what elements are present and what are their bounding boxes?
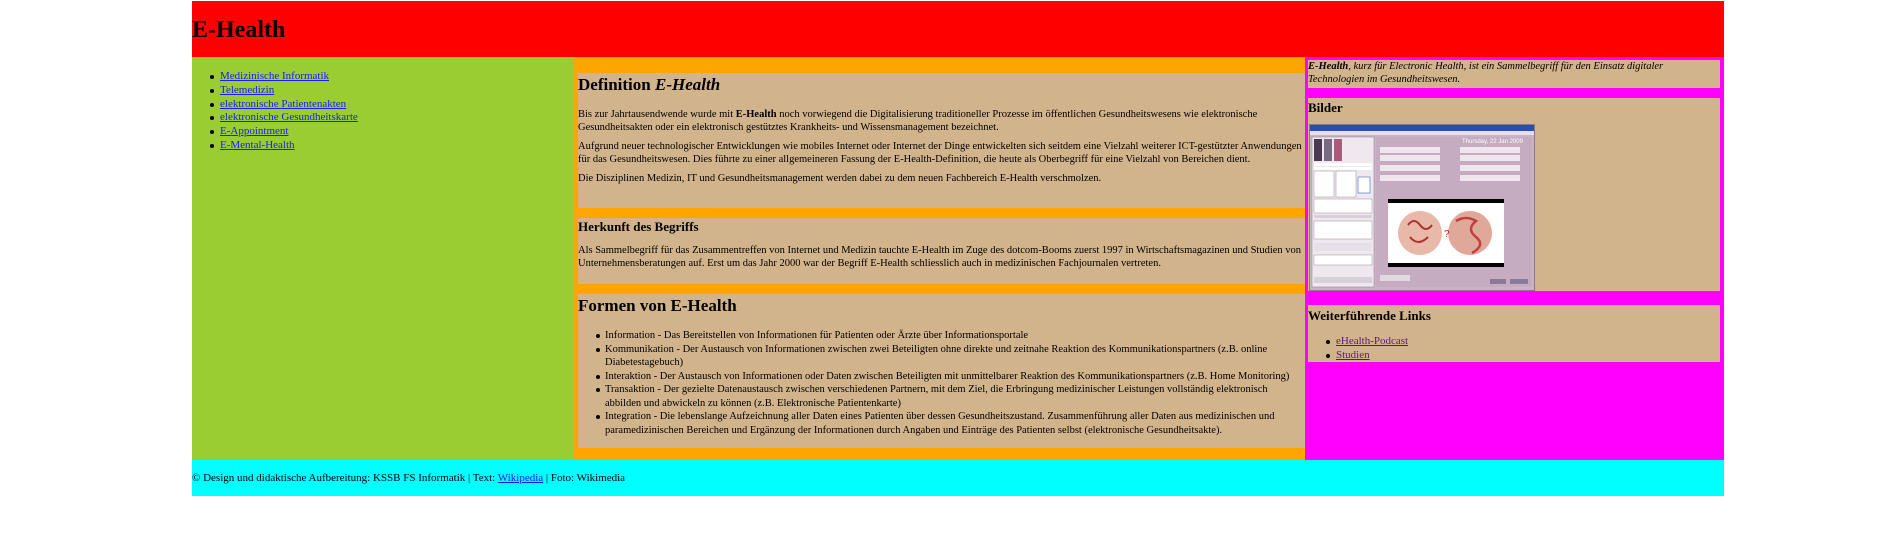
intro-box (1308, 60, 1720, 88)
navigation-list (210, 70, 358, 153)
definition-section (578, 73, 1305, 208)
definition-heading-prefix: Definition (578, 75, 655, 94)
definition-paragraph-2: Aufgrund neuer technologischer Entwicklungen wie mobiles Internet oder Internet der Dinge entwickelten sich seitdem eine Vielzahl weiterer ICT-gestützter Anwendungen für das Gesundheitswesen. Dies führte zu einer allgemeineren Fassung der E-Health-Definition, die heute als Oberbegriff für eine Vielzahl von Bereichen dient. (578, 141, 1302, 165)
nav-item-patientenakten (210, 98, 358, 112)
origin-paragraph: Als Sammelbegriff für das Zusammentreffen von Internet und Medizin tauchte E-Health im Zuge des dotcom-Booms zuerst 1997 in Wirtschaftsmagazinen und Studien von Unternehmensberatungen auf. Erst um das Jahr 2000 war der Begriff E-Health schliesslich auch in medizinischen Fachjournalen vertreten. (578, 245, 1302, 269)
definition-heading (578, 75, 1305, 95)
footer-wikipedia-link[interactable]: Wikipedia (497, 472, 544, 484)
forms-section (578, 294, 1305, 448)
forms-item: Information - Das Bereitstellen von Informationen für Patienten oder Ärzte über Informationsportale (605, 329, 1301, 343)
link-studien[interactable]: Studien (1336, 348, 1370, 361)
nav-link-gesundheitskarte[interactable]: elektronische Gesundheitskarte (220, 111, 358, 124)
link-ehealth-podcast[interactable]: eHealth-Podcast (1336, 335, 1409, 347)
images-box (1308, 98, 1720, 291)
ehealth-software-screenshot (1309, 124, 1535, 291)
screenshot-date: Thursday, 22 Jan 2009 (1462, 139, 1523, 145)
nav-item-medizinische-informatik (210, 70, 358, 84)
footer-text (192, 472, 625, 485)
definition-p1-start: Bis zur Jahrtausendwende wurde mit (578, 109, 736, 120)
origin-section (578, 218, 1305, 284)
origin-heading: Herkunft des Begriffs (578, 219, 699, 234)
footer-photo-credit: | Foto: Wikimedia (543, 472, 626, 484)
links-box (1308, 305, 1720, 362)
intro-text (1308, 61, 1720, 86)
intro-rest: , kurz für Electronic Health, ist ein Sammelbegriff für den Einsatz digitaler Technologien im Gesundheitswesen. (1308, 61, 1664, 85)
nav-item-e-appointment (210, 125, 358, 139)
page-footer (192, 460, 1724, 496)
forms-item: Kommunikation - Der Austausch von Informationen zwischen zwei Beteiligten ohne direkte und zeitnahe Reaktion des Kommunikationspartners (z.B. online Diabetestagebuch) (605, 343, 1301, 370)
forms-list (605, 329, 1301, 437)
page-header (192, 1, 1724, 57)
nav-link-telemedizin[interactable]: Telemedizin (220, 83, 275, 96)
definition-heading-term: E-Health (654, 75, 721, 94)
nav-link-e-mental-health[interactable]: E-Mental-Health (220, 138, 295, 151)
svg-text:?: ? (1444, 229, 1450, 240)
content-row (192, 57, 1724, 460)
page (192, 1, 1724, 496)
intro-term: E-Health (1308, 61, 1349, 72)
definition-p1-term: E-Health (735, 109, 777, 120)
link-item-studien (1326, 349, 1408, 363)
forms-item: Transaktion - Der gezielte Datenaustausch zwischen verschiedenen Partnern, mit dem Ziel, die Erbringung medizinischer Leistungen vollständig elektronisch abbilden und abwickeln zu können (z.B. Elektronische Patientenkarte) (605, 383, 1301, 410)
images-heading: Bilder (1308, 100, 1343, 115)
forms-item: Interaktion - Der Austausch von Informationen oder Daten zwischen Beteiligten mit unmittelbarer Reaktion des Kommunikationspartners (z.B. Home Monitoring) (605, 370, 1301, 384)
nav-item-gesundheitskarte (210, 111, 358, 125)
definition-paragraph-3: Die Disziplinen Medizin, IT und Gesundheitsmanagement werden dabei zu dem neuen Fachbereich E-Health verschmolzen. (578, 173, 1102, 184)
sidebar-column (1305, 57, 1724, 460)
page-title: E-Health (192, 17, 286, 43)
link-item-podcast (1326, 335, 1408, 349)
nav-link-medizinische-informatik[interactable]: Medizinische Informatik (220, 70, 330, 82)
nav-link-e-appointment[interactable]: E-Appointment (220, 125, 289, 138)
links-heading: Weiterführende Links (1308, 308, 1431, 323)
navigation-column (192, 57, 574, 460)
forms-item: Integration - Die lebenslange Aufzeichnung aller Daten eines Patienten über dessen Gesundheitszustand. Zusammenführung aller Daten aus medizinischen und paramedizinischen Bereichen und Ergänzung der Informationen durch Angaben und Einträge des Patienten selbst (elektronische Gesundheitsakte). (605, 410, 1301, 437)
nav-link-patientenakten[interactable]: elektronische Patientenakten (220, 97, 347, 110)
forms-heading: Formen von E-Health (578, 296, 737, 315)
links-list (1326, 335, 1408, 362)
screenshot-illustration (1310, 125, 1534, 290)
main-column (574, 57, 1305, 460)
nav-item-telemedizin (210, 84, 358, 98)
definition-paragraph-1 (578, 108, 1305, 134)
footer-credits: © Design und didaktische Aufbereitung: KSSB FS Informatik | Text: (192, 472, 498, 484)
definition-p1-end: noch vorwiegend die Digitalisierung traditioneller Prozesse im öffentlichen Gesundheitswesens wie elektronische Gesundheitsakten oder ein elektronisch gestütztes Krankheits- und Wissensmanagement bezeichnet. (578, 109, 1258, 133)
nav-item-e-mental-health (210, 139, 358, 153)
